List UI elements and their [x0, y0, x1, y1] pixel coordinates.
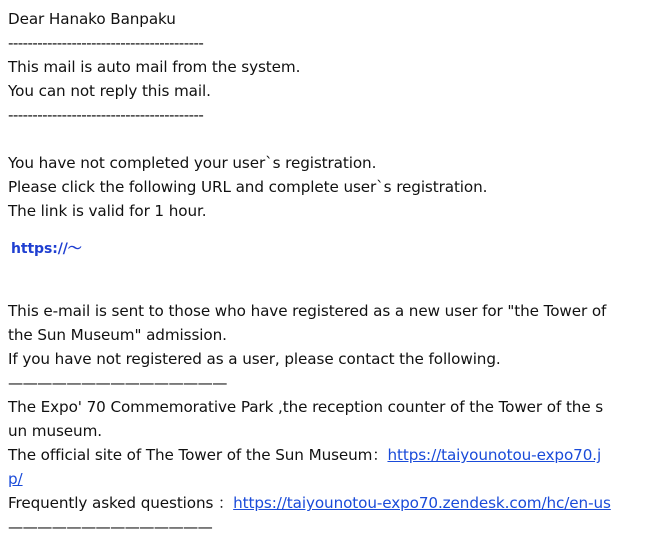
body-line-1: You have not completed your user`s registration. [8, 154, 377, 172]
footer-line-1b: the Sun Museum" admission. [8, 326, 227, 344]
contact-line-1a: The Expo' 70 Commemorative Park ,the reception counter of the Tower of the s [8, 398, 604, 416]
separator-bottom-1: ——————————————— [8, 374, 227, 392]
auto-notice-line-1: This mail is auto mail from the system. [8, 58, 301, 76]
contact-line-1b: un museum. [8, 422, 103, 440]
faq-link[interactable]: https://taiyounotou-expo70.zendesk.com/hc/en-us [233, 494, 611, 512]
blank-line [8, 127, 659, 151]
blank-line [8, 223, 659, 237]
body-line-2: Please click the following URL and complete user`s registration. [8, 178, 488, 196]
footer-line-1a: This e-mail is sent to those who have registered as a new user for "the Tower of [8, 302, 607, 320]
separator-bottom-2: —————————————— [8, 518, 213, 536]
faq-label: Frequently asked questions ： [8, 494, 234, 512]
auto-notice-line-2: You can not reply this mail. [8, 82, 211, 100]
official-site-link[interactable]: https://taiyounotou-expo70.j [387, 446, 602, 464]
official-site-link-wrap[interactable]: p/ [8, 470, 23, 488]
blank-line [8, 285, 659, 299]
body-line-3: The link is valid for 1 hour. [8, 202, 207, 220]
separator-middle: ---------------------------------------- [8, 106, 204, 124]
faq-line [8, 491, 659, 515]
greeting: Dear Hanako Banpaku [8, 10, 176, 28]
footer-line-2: If you have not registered as a user, please contact the following. [8, 350, 501, 368]
registration-url-link[interactable]: https://〜 [11, 241, 82, 257]
official-site-line [8, 443, 659, 467]
separator-top: ---------------------------------------- [8, 34, 204, 52]
official-site-line-wrap [8, 467, 659, 491]
official-site-label: The official site of The Tower of the Sun Museum： [8, 446, 388, 464]
blank-line [8, 261, 659, 285]
